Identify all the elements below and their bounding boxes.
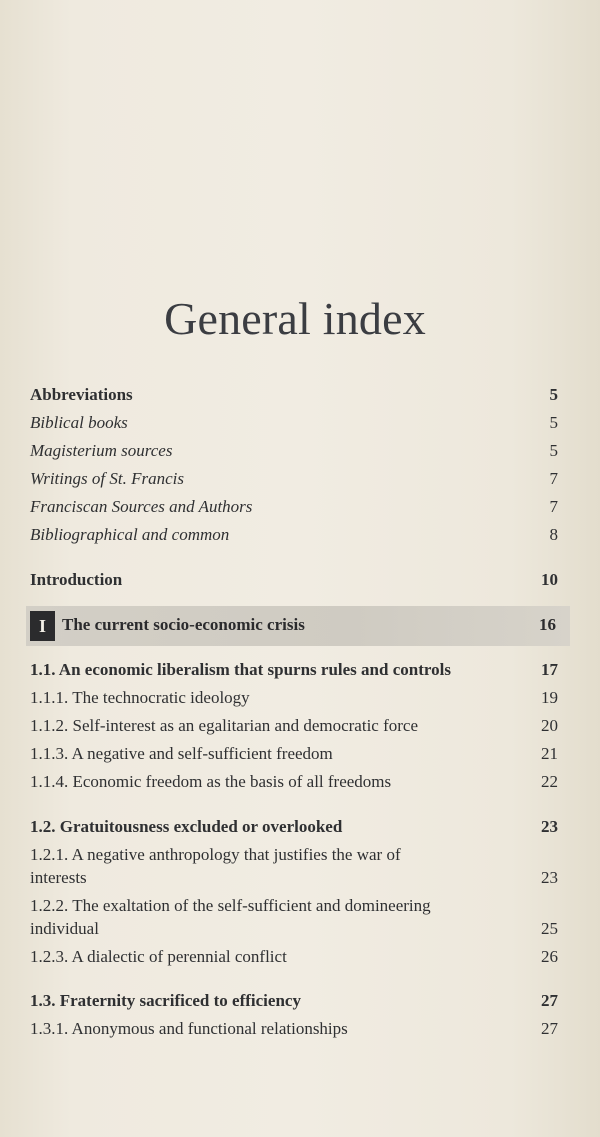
toc-entry-label: 1.1.3. A negative and self-sufficient freedom bbox=[30, 744, 333, 763]
toc-entry-label: Abbreviations bbox=[30, 385, 133, 404]
toc-entry-page: 17 bbox=[541, 660, 558, 679]
page-title: General index bbox=[164, 293, 426, 344]
toc-entry-page: 23 bbox=[541, 868, 558, 887]
toc-entry-page: 25 bbox=[541, 919, 558, 938]
toc-entry-label: 1.2. Gratuitousness excluded or overlooked bbox=[30, 817, 343, 836]
toc-entry-label: 1.2.3. A dialectic of perennial conflict bbox=[30, 947, 287, 966]
toc-entry-page: 8 bbox=[549, 525, 558, 544]
chapter-title: The current socio-economic crisis bbox=[62, 615, 305, 634]
toc-entry-label: 1.1. An economic liberalism that spurns rules and controls bbox=[30, 660, 451, 679]
toc-entry-page: 7 bbox=[549, 469, 558, 488]
toc-entry-page: 27 bbox=[541, 1019, 558, 1038]
toc-entry-label: 1.1.2. Self-interest as an egalitarian and democratic force bbox=[30, 716, 418, 735]
toc-entry-label: individual bbox=[30, 919, 99, 938]
toc-entry-label: Franciscan Sources and Authors bbox=[30, 497, 253, 516]
toc-entry-page: 21 bbox=[541, 744, 558, 763]
toc-entry-page: 20 bbox=[541, 716, 558, 735]
toc-entry-label: 1.3.1. Anonymous and functional relationships bbox=[30, 1019, 348, 1038]
toc-entry-label: Writings of St. Francis bbox=[30, 469, 184, 488]
toc-entry-label: 1.1.4. Economic freedom as the basis of all freedoms bbox=[30, 772, 392, 791]
toc-entry-label: 1.1.1. The technocratic ideology bbox=[30, 688, 250, 707]
toc-entry-page: 5 bbox=[549, 385, 558, 404]
toc-entry-page: 7 bbox=[549, 497, 558, 516]
toc-entry-label: 1.3. Fraternity sacrificed to efficiency bbox=[30, 991, 301, 1010]
toc-entry-page: 19 bbox=[541, 688, 558, 707]
chapter-page: 16 bbox=[539, 615, 556, 634]
chapter-heading-bar bbox=[26, 606, 570, 646]
toc-entry-label: Bibliographical and common bbox=[30, 525, 230, 544]
toc-entry-page: 5 bbox=[549, 413, 558, 432]
toc-entry-page: 23 bbox=[541, 817, 558, 836]
toc-entry-page: 26 bbox=[541, 947, 558, 966]
chapter-number-badge: I bbox=[30, 611, 55, 641]
toc-entry-page: 10 bbox=[541, 570, 558, 589]
toc-entry-page: 22 bbox=[541, 772, 558, 791]
toc-entry-label: 1.2.1. A negative anthropology that justifies the war of bbox=[30, 845, 401, 864]
toc-entry-page: 5 bbox=[549, 441, 558, 460]
toc-entry-label: interests bbox=[30, 868, 87, 887]
toc-entry-page: 27 bbox=[541, 991, 558, 1010]
toc-entry-label: 1.2.2. The exaltation of the self-sufficient and domineering bbox=[30, 896, 431, 915]
toc-entry-label: Introduction bbox=[30, 570, 123, 589]
toc-entry-label: Biblical books bbox=[30, 413, 128, 432]
toc-entry-label: Magisterium sources bbox=[30, 441, 173, 460]
